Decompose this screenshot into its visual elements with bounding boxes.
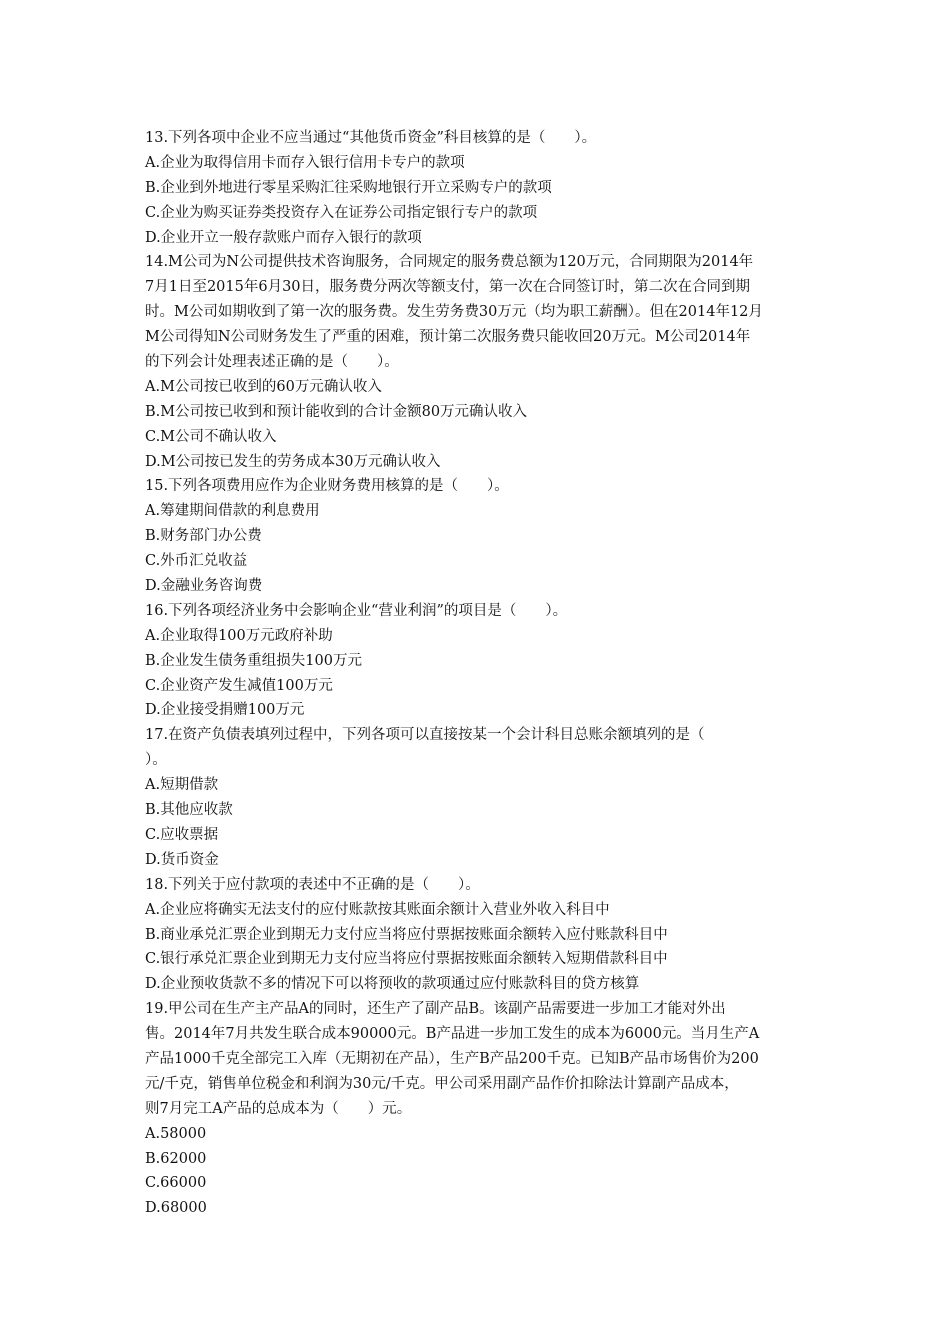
q14-stem-line-3: 时。M公司如期收到了第一次的服务费。发生劳务费30万元（均为职工薪酬）。但在2014年12月 [145, 304, 763, 321]
q19-stem-line-3: 产品1000千克全部完工入库（无期初在产品），生产B产品200千克。已知B产品市场售价为200 [145, 1050, 759, 1067]
q19-stem-line-4: 元/千克，销售单位税金和利润为30元/千克。甲公司采用副产品作价扣除法计算副产品成本， [145, 1075, 739, 1092]
q17-option-b: B.其他应收款 [145, 802, 233, 819]
q16-option-a: A.企业取得100万元政府补助 [145, 627, 333, 644]
q16-stem: 16.下列各项经济业务中会影响企业“营业利润”的项目是（ ）。 [145, 602, 568, 619]
q18-option-b: B.商业承兑汇票企业到期无力支付应当将应付票据按账面余额转入应付账款科目中 [145, 926, 668, 943]
q19-stem-line-2: 售。2014年7月共发生联合成本90000元。B产品进一步加工发生的成本为6000元。当月生产A [145, 1026, 760, 1043]
q14-stem-line-2: 7月1日至2015年6月30日，服务费分两次等额支付，第一次在合同签订时，第二次在合同到期 [145, 279, 751, 296]
q15-option-b: B.财务部门办公费 [145, 528, 262, 545]
q14-stem-line-1: 14.M公司为N公司提供技术咨询服务，合同规定的服务费总额为120万元，合同期限为2014年 [145, 254, 754, 271]
document-page [145, 126, 815, 1221]
q14-stem-line-4: M公司得知N公司财务发生了严重的困难，预计第二次服务费只能收回20万元。M公司2014年 [145, 329, 751, 346]
q19-option-a: A.58000 [145, 1125, 207, 1142]
q18-option-c: C.银行承兑汇票企业到期无力支付应当将应付票据按账面余额转入短期借款科目中 [145, 951, 668, 968]
q19-stem-line-5: 则7月完工A产品的总成本为（ ）元。 [145, 1100, 412, 1117]
q17-stem-line-1: 17.在资产负债表填列过程中，下列各项可以直接按某一个会计科目总账余额填列的是（ [145, 727, 705, 744]
q16-option-b: B.企业发生债务重组损失100万元 [145, 652, 362, 669]
q14-option-d: D.M公司按已发生的劳务成本30万元确认收入 [145, 453, 441, 470]
q17-option-a: A.短期借款 [145, 777, 219, 794]
q19-option-d: D.68000 [145, 1200, 207, 1217]
q15-option-a: A.筹建期间借款的利息费用 [145, 503, 320, 520]
q17-option-d: D.货币资金 [145, 851, 219, 868]
q15-stem: 15.下列各项费用应作为企业财务费用核算的是（ ）。 [145, 478, 509, 495]
q18-option-a: A.企业应将确实无法支付的应付账款按其账面余额计入营业外收入科目中 [145, 901, 610, 918]
q13-stem: 13.下列各项中企业不应当通过“其他货币资金”科目核算的是（ ）。 [145, 130, 597, 146]
q19-option-c: C.66000 [145, 1175, 207, 1192]
q19-stem-line-1: 19.甲公司在生产主产品A的同时，还生产了副产品B。该副产品需要进一步加工才能对外出 [145, 1001, 726, 1018]
q13-option-a: A.企业为取得信用卡而存入银行信用卡专户的款项 [145, 154, 465, 171]
q17-stem-line-2: ）。 [145, 752, 167, 769]
q14-option-a: A.M公司按已收到的60万元确认收入 [145, 378, 382, 395]
q17-option-c: C.应收票据 [145, 826, 219, 843]
q15-option-d: D.金融业务咨询费 [145, 578, 263, 595]
q16-option-d: D.企业接受捐赠100万元 [145, 702, 305, 719]
q18-option-d: D.企业预收货款不多的情况下可以将预收的款项通过应付账款科目的贷方核算 [145, 976, 640, 993]
q14-option-b: B.M公司按已收到和预计能收到的合计金额80万元确认收入 [145, 403, 528, 420]
q18-stem: 18.下列关于应付款项的表述中不正确的是（ ）。 [145, 876, 480, 893]
q16-option-c: C.企业资产发生减值100万元 [145, 677, 333, 694]
q13-option-c: C.企业为购买证券类投资存入在证券公司指定银行专户的款项 [145, 204, 538, 221]
q13-option-b: B.企业到外地进行零星采购汇往采购地银行开立采购专户的款项 [145, 179, 552, 196]
q14-option-c: C.M公司不确认收入 [145, 428, 277, 445]
q14-stem-line-5: 的下列会计处理表述正确的是（ ）。 [145, 354, 399, 371]
q19-option-b: B.62000 [145, 1150, 207, 1167]
q13-option-d: D.企业开立一般存款账户而存入银行的款项 [145, 229, 422, 246]
q15-option-c: C.外币汇兑收益 [145, 553, 248, 570]
